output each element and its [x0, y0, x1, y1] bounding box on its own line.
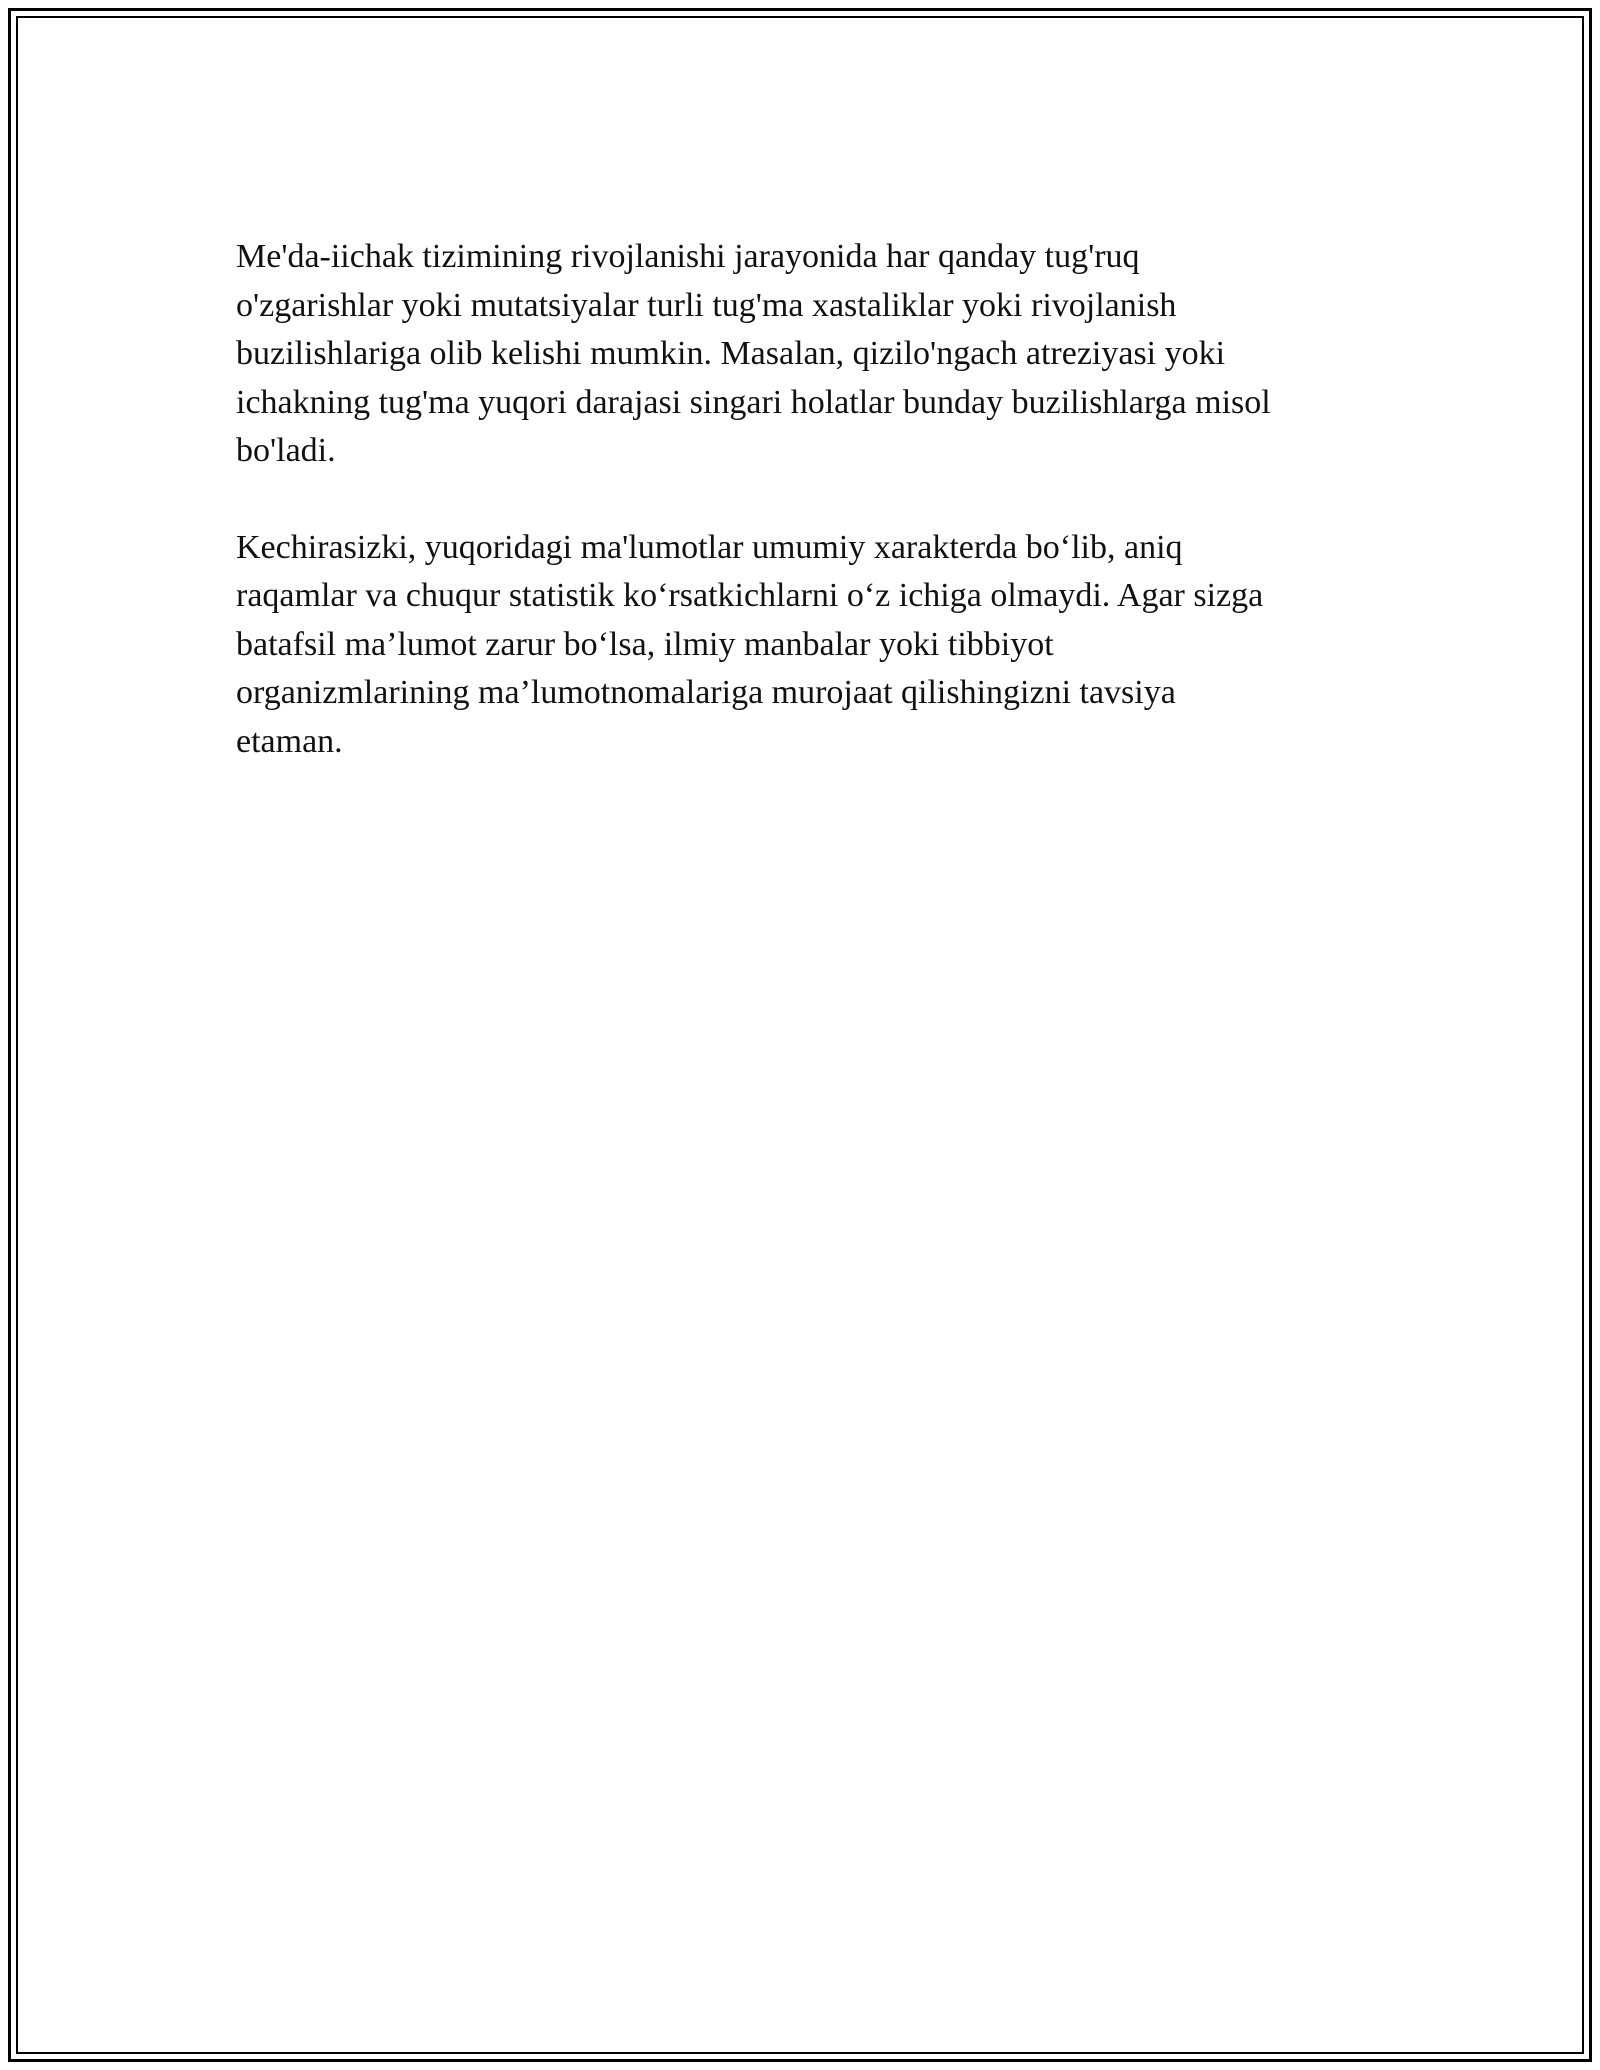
paragraph-2 [236, 524, 1366, 767]
paragraph-1 [236, 233, 1366, 476]
text-line: etaman. [236, 722, 343, 760]
text-line: batafsil ma’lumot zarur bo‘lsa, ilmiy manbalar yoki tibbiyot [236, 625, 1054, 663]
text-line: organizmlarining ma’lumotnomalariga murojaat qilishingizni tavsiya [236, 674, 1176, 711]
document-body [236, 233, 1366, 814]
text-line: buzilishlariga olib kelishi mumkin. Masalan, qizilo'ngach atreziyasi yoki [236, 335, 1226, 372]
text-line: raqamlar va chuqur statistik ko‘rsatkichlarni o‘z ichiga olmaydi. Agar sizga [236, 577, 1264, 614]
text-line: o'zgarishlar yoki mutatsiyalar turli tug'ma xastaliklar yoki rivojlanish [236, 286, 1177, 324]
text-line: Kechirasizki, yuqoridagi ma'lumotlar umumiy xarakterda bo‘lib, aniq [236, 528, 1183, 566]
text-line: bo'ladi. [236, 432, 336, 469]
text-line: ichakning tug'ma yuqori darajasi singari holatlar bunday buzilishlarga misol [236, 383, 1271, 421]
text-line: Me'da-iichak tizimining rivojlanishi jarayonida har qanday tug'ruq [236, 238, 1140, 275]
